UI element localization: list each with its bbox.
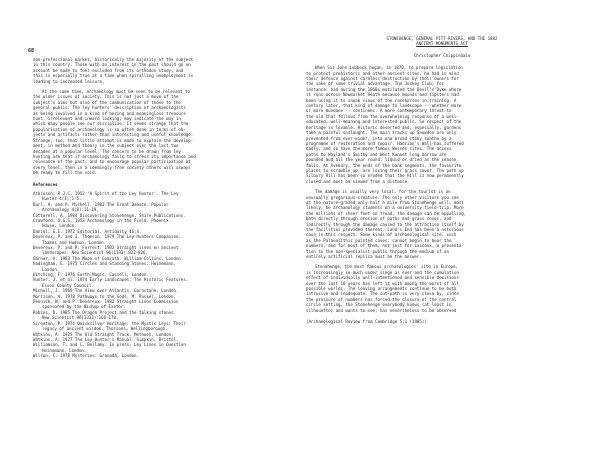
text-line: to protect prehistoric and other ancient sites, he had in mind (306, 70, 459, 76)
reference-line: Essex County Council. (42, 282, 94, 288)
text-line: Silbury Hill has been so eroded that the Hill is now permanently (306, 173, 464, 179)
text-line: account be made to feel excluded from its orthodox study, and (33, 67, 184, 73)
reference-line: Thames and Hudson, London. (42, 239, 107, 245)
text-line: hunt, irrelevant and inward looking, may indicate the way in (33, 116, 181, 122)
text-line: as being involved in a kind of boring and meaningless treasure (33, 110, 186, 116)
text-line: prevented from ever-wider, into one broad stony swathe by a (306, 135, 452, 141)
text-line: century later, that kind of damage to landscape -- whether more (306, 103, 462, 109)
text-line: jects and artifacts rather than interesting and useful knowledge. (33, 132, 194, 138)
text-line: entirely artificial replica must be the answer. (306, 254, 422, 260)
reference-line: Heinemann, London. (42, 347, 87, 353)
text-line: possible worlds. The leaving arrangements continue to be both (306, 286, 457, 292)
text-line: effect of individually well-intentioned and sensible decisions (306, 275, 459, 281)
text-line: the pressure of numbers has forced the closure of the central (306, 296, 457, 302)
left-column (33, 57, 299, 359)
reference-line: Cotterell, A. 1984 Discovering Stonehenge. Shire Publications. (33, 212, 186, 218)
reference-line: Watkins, A. 1927 The Ley Hunter's Manual. Simpkin, Bristol. (33, 336, 179, 342)
text-line: both directly through erosion of paths and grass cover, and (306, 216, 452, 222)
left-paragraph-2 (33, 89, 299, 176)
reference-line: Pennick, N. and P. Devereux. 1982 Straight Lines Commission (33, 299, 179, 305)
text-line: unusually gregarious creature. The only other visitors you see (306, 194, 459, 200)
reference-line: Devereux, P. and I. Thomson. 1979 The Ley Hunters Companion. (33, 234, 181, 240)
text-line: When Sir John Lubbock began, in 1870, to prepare legislation (315, 65, 463, 71)
page-number: 68 (28, 48, 35, 54)
text-line: or more mundane -- continues. A more contemporary threat to (306, 108, 452, 114)
reference-line: Watkins, A. 1925 The Old Straight Track. Methuen, London. (33, 331, 174, 337)
text-line: The damage is usually very local, for the tourist is an (315, 189, 451, 195)
text-line: it runs across Newmarket Heath because mounds and tipsters had (306, 92, 459, 98)
reference-line: Morrison, A. 1978 Pathways to the Gods. M. Russel, London. (33, 293, 176, 299)
right-paragraph-1 (306, 65, 578, 184)
text-line: badly, and so have the more famous Wessex sites. The access (306, 146, 452, 152)
text-line: be ready to fill the void. (33, 170, 98, 176)
right-paragraph-2 (306, 189, 578, 259)
reference-line: Robins, D. 1985 The Dragon Project and the talking stones. (33, 309, 176, 315)
text-line: numbers, and for most of them, not just for Lascaux, a presenta- (306, 243, 464, 249)
text-line: circle setting, the Stonehenge everybody knows (at least in (306, 302, 452, 308)
reference-line: Hunter 4(1):1-5. (42, 196, 82, 202)
text-line: At the same time, archaeology must be seen to be relevant to (42, 89, 190, 95)
text-line: paths to Wayland's Smithy and West Kennet long barrow are (306, 151, 447, 157)
reference-line: House, London. (42, 223, 77, 229)
right-paragraph-3 (306, 264, 578, 313)
text-line: indirectly through the damage caused to the attraction itself by (306, 221, 464, 227)
text-line: over the last 10 years has left it with among the worst of all (306, 280, 459, 286)
text-line: as the Palaeolithic painted caves, cannot begin to bear the (306, 237, 452, 243)
reference-line: London. (42, 266, 60, 272)
text-line: instance, had during the 1860s mutilated the Devil's Dyke where (306, 86, 462, 92)
reference-line: Atkinson, R.J.C. 1952 'A Spirit of the Ley Hunter'. The Ley (33, 190, 179, 196)
text-line: ment, in method and theory in the subject over the last two (33, 143, 179, 149)
article-title-line-2: ANCIENT MONUMENTS ACT (416, 41, 468, 47)
text-line: relevance of the past, and to encourage popular participation at (33, 159, 191, 165)
right-column (306, 36, 578, 325)
reference-line: Hitching, F. 1976 Earth Magic. Cassell, London. (33, 272, 149, 278)
reference-line: Crawford, O.G.S. 1953 Archaeology in the Field. Phoenix (33, 217, 169, 223)
text-line: Stonehenge, the most famous archaeologies' site in Europe, (315, 264, 458, 270)
article-title-line-1: STONEHENGE, GENERAL PITT-RIVERS, AND THE 1882 (386, 36, 498, 41)
text-line: educated, well-meaning and interested public. So respect of the (306, 119, 462, 125)
reference-line: Michell, J. 1969 The View over Atlantis. Garnstone, London. (33, 288, 179, 294)
references-heading: References (33, 181, 58, 187)
text-line: every level, then in a seemingly free society others will always (33, 164, 191, 170)
text-line: the facilities provided thereat. Land's End has been a notorious (306, 227, 464, 232)
text-line: leading to increased leisure. (33, 78, 105, 84)
text-line: subject's aims but also of the communication of those to the (33, 99, 181, 105)
text-line: which many people see our discipline. It seems strange that the (33, 121, 189, 127)
reference-line: Hunter, J. et al. 1974 Early Landscapes: The Historic Features. (33, 277, 189, 283)
text-line: popularisation of archaeology is so often done in terms of ob- (33, 126, 186, 132)
text-line: places to scramble up, are losing their grass cover. The path up (306, 167, 464, 173)
reference-line: Devereux, P. and R. Forrest. 1982 Straight lines on ancient (33, 245, 179, 250)
reference-line: landscapes. New Scientist 96(1333):822-826. (42, 250, 148, 256)
reference-line: Daniel, G.E. 1972 Editorial. Antiquity 46:4. (33, 228, 142, 234)
left-paragraph-1 (33, 57, 299, 84)
text-line: closed and must be viewed from a distance. (306, 178, 410, 184)
text-line: intrusive and inadequate. The cut-path is very close by, since (306, 291, 459, 297)
text-line: pounded mud all the year round, liquid or dried as the season (306, 157, 457, 163)
text-line: likely, be archaeology students on a university field-trip. More (306, 205, 464, 211)
text-line: the sake of some trivial advantage. The Jockey Club, for (306, 81, 445, 87)
text-line: at the nature-grazed only half a mile from Stonehenge will, most (306, 199, 464, 205)
text-line: heritage is lovable. Historic deserted and, especially, gardens (306, 124, 462, 130)
reference-line: Archaeology 4(8):11-19. (42, 207, 99, 213)
text-line: hunting are that if archaeology fails to stress its importance and (33, 153, 196, 159)
reference-line: New Scientist 96(1333):166-170. (42, 315, 119, 321)
reference-line: legacy of ancient wisdom. Thorsons, Wellingborough. (42, 326, 168, 332)
text-line: the millions of sheer feet on tread, the damage can be appalling, (306, 210, 467, 216)
text-line: programme of restoration and repair. Hadrian's Wall has suffered (306, 140, 464, 146)
text-line: is increasingly so much under siege as ever and the cumulative (306, 269, 459, 275)
text-line: the old that follows from the overwhelming response of a well- (306, 113, 459, 119)
text-line: silhouette) and wants to see, has nevertheless to be observed (306, 307, 457, 313)
reference-line: Garner, A. 1983 The Moon of Gomrath. William Collins, London. (33, 255, 184, 261)
text-line: take a painful onslaught. The main tracks up Snowdon are only (306, 130, 457, 136)
text-line: this is especially true at a time when spiralling unemployment is (33, 73, 194, 79)
reference-line: sponsored by the Bishop of Exeter. (42, 304, 126, 310)
text-line: decades at a popular level. The concern to be drawn from ley (33, 148, 181, 154)
reference-line: Williamson, T. and L. Bellamy. In press. Ley Lines in Question. (33, 342, 189, 348)
text-line: non-professional market, historically the majority of the subject (33, 57, 194, 62)
text-line: tion to the non-specialist public through the medium of an (306, 248, 449, 254)
text-line: falls. At Avebury, the ends of the bank segments, the favourite (306, 162, 462, 168)
reference-line: Hadingham, E. 1975 Circles and Standing Stones. Heinemann, (33, 261, 176, 267)
source-citation: (Archaeological Review from Cambridge 5:1 (1985)) (306, 319, 427, 325)
text-line: the wider issues of society. This is not just a move of the (33, 94, 179, 100)
text-line: their defence against careless destruction by their owners for (306, 76, 459, 82)
text-line: case in this respect. Some kinds of archaeological site, such (306, 232, 457, 238)
references-list (33, 191, 299, 359)
text-line: Strange, too, that little attempt is made to explain the develop- (33, 137, 194, 143)
text-line: been using it to sneak views of the racehorses in training. A (306, 97, 457, 103)
text-line: in this country. Those with an interest in the past should go on (33, 62, 191, 68)
reference-line: Screeton, P. 1974 Quicksilver Heritage: the Mystic Leys: Their (33, 320, 186, 326)
article-author: Christopher Chippindale (413, 52, 471, 58)
reference-line: Wilson, C. 1978 Mysteries. Granada, London. (33, 353, 139, 359)
text-line: general public. The ley hunters' description of archaeologists (33, 105, 186, 111)
reference-line: Burl, A. and P. Michell. 1983 The Great Debate. Popular (33, 201, 169, 207)
